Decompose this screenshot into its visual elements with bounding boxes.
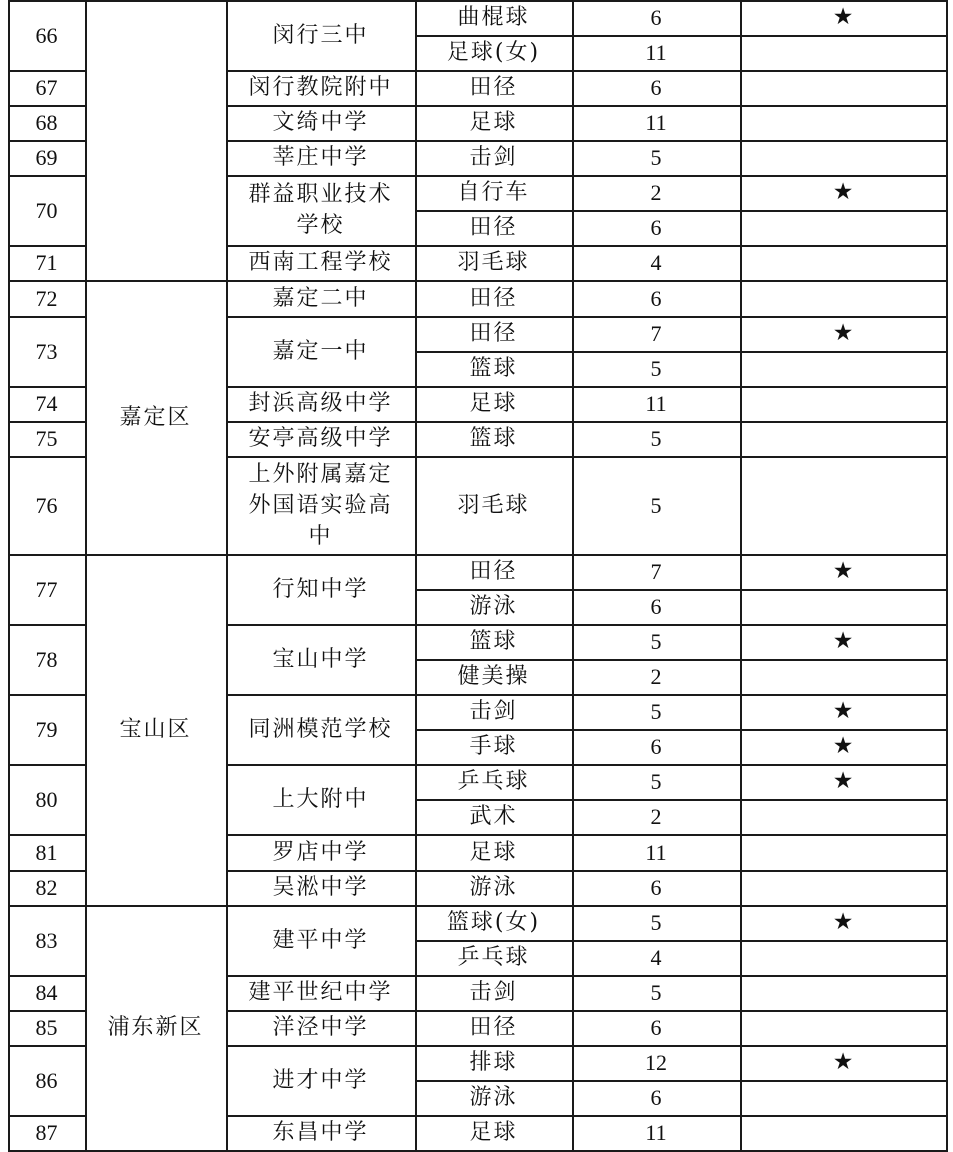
row-rule [226, 105, 946, 107]
sport-name: 武术 [469, 804, 518, 829]
row-rule [8, 421, 85, 423]
row-number: 80 [35, 786, 58, 812]
empty-mark-cell [740, 940, 946, 975]
row-rule [226, 764, 946, 766]
team-count: 6 [650, 215, 662, 240]
row-rule [8, 245, 85, 247]
school-name: 宝山中学 [272, 646, 369, 672]
empty-mark-cell [740, 421, 946, 456]
sport-name: 篮球 [469, 356, 518, 381]
empty-mark-cell [740, 589, 946, 624]
sport-name: 田径 [469, 1015, 518, 1040]
empty-mark-cell [740, 35, 946, 70]
table-bottom-rule [8, 1150, 948, 1152]
school-name: 群益职业技术学校 [248, 182, 393, 238]
school-name: 同洲模范学校 [248, 716, 393, 742]
school-name: 嘉定一中 [272, 338, 369, 364]
row-rule [8, 554, 85, 556]
row-rule [8, 870, 85, 872]
row-number: 78 [35, 646, 58, 672]
team-count: 2 [650, 664, 662, 689]
team-count: 6 [650, 1085, 662, 1110]
team-count: 5 [650, 426, 662, 451]
school-name: 嘉定二中 [272, 285, 369, 311]
empty-mark-cell [740, 1010, 946, 1045]
sub-row-rule [415, 659, 946, 661]
row-number: 68 [35, 110, 58, 135]
team-count: 5 [650, 769, 662, 794]
row-rule [8, 834, 85, 836]
sub-row-rule [415, 940, 946, 942]
empty-mark-cell [740, 456, 946, 554]
empty-mark-cell [740, 870, 946, 905]
team-count: 4 [650, 945, 662, 970]
row-number: 73 [35, 338, 58, 364]
team-count: 12 [645, 1050, 667, 1075]
sport-name: 击剑 [469, 980, 518, 1005]
sport-name: 击剑 [469, 145, 518, 170]
row-rule [8, 764, 85, 766]
row-rule [226, 870, 946, 872]
school-name: 莘庄中学 [272, 145, 369, 170]
sport-name: 羽毛球 [457, 492, 530, 518]
row-rule [8, 624, 85, 626]
row-number: 75 [35, 426, 58, 451]
team-count: 5 [650, 980, 662, 1005]
school-name: 罗店中学 [272, 839, 369, 865]
empty-mark-cell [740, 280, 946, 316]
sport-name: 游泳 [469, 875, 518, 900]
row-rule [8, 140, 85, 142]
star-mark: ★ [832, 698, 854, 724]
star-mark: ★ [832, 4, 854, 30]
team-count: 5 [650, 699, 662, 724]
sub-row-rule [415, 35, 946, 37]
team-count: 4 [650, 250, 662, 275]
sport-name: 篮球 [469, 426, 518, 451]
row-rule [8, 386, 85, 388]
sub-row-rule [415, 210, 946, 212]
row-rule [226, 1010, 946, 1012]
school-name: 洋泾中学 [272, 1015, 369, 1040]
row-number: 67 [35, 75, 58, 100]
empty-mark-cell [740, 386, 946, 421]
row-rule [8, 175, 85, 177]
district-name: 宝山区 [119, 717, 192, 742]
row-number: 84 [35, 980, 58, 1005]
sport-name: 游泳 [469, 1085, 518, 1110]
row-number: 87 [35, 1120, 58, 1145]
sport-name: 乒乓球 [457, 769, 530, 794]
empty-mark-cell [740, 70, 946, 105]
row-rule [8, 316, 85, 318]
empty-mark-cell [740, 210, 946, 245]
star-mark: ★ [832, 909, 854, 935]
school-name: 安亭高级中学 [248, 426, 393, 451]
row-rule [226, 0, 946, 2]
table-vertical-rule [946, 0, 948, 1151]
team-count: 6 [650, 5, 662, 30]
row-rule [226, 316, 946, 318]
school-name: 上大附中 [272, 786, 369, 812]
sport-name: 篮球 [469, 629, 518, 654]
team-count: 6 [650, 1015, 662, 1040]
team-count: 5 [650, 492, 662, 518]
team-count: 5 [650, 145, 662, 170]
row-rule [226, 140, 946, 142]
sport-name: 手球 [469, 734, 518, 759]
star-mark: ★ [832, 768, 854, 794]
empty-mark-cell [740, 1115, 946, 1150]
row-number: 71 [35, 250, 58, 275]
district-name: 嘉定区 [119, 404, 192, 430]
row-rule [8, 70, 85, 72]
school-name: 吴淞中学 [272, 875, 369, 900]
row-rule [226, 624, 946, 626]
empty-mark-cell [740, 834, 946, 870]
team-count: 6 [650, 75, 662, 100]
sport-name: 健美操 [457, 664, 530, 689]
team-count: 11 [645, 40, 667, 65]
team-count: 11 [645, 391, 667, 416]
school-name: 行知中学 [272, 576, 369, 602]
school-name: 进才中学 [272, 1067, 369, 1093]
sport-name: 足球 [469, 391, 518, 416]
sport-name: 田径 [469, 321, 518, 346]
sport-name: 田径 [469, 285, 518, 311]
row-rule [226, 905, 946, 907]
district-name: 浦东新区 [107, 1015, 204, 1040]
star-mark: ★ [832, 1049, 854, 1075]
star-mark: ★ [832, 179, 854, 205]
row-number: 76 [35, 492, 58, 518]
row-rule [8, 0, 85, 2]
sport-name: 足球 [469, 1120, 518, 1145]
school-name: 闵行教院附中 [248, 75, 393, 100]
empty-mark-cell [740, 140, 946, 175]
row-number: 66 [35, 22, 58, 48]
sport-name: 羽毛球 [457, 250, 530, 275]
row-rule [226, 694, 946, 696]
row-number: 83 [35, 927, 58, 953]
sport-name: 击剑 [469, 699, 518, 724]
row-number: 81 [35, 839, 58, 865]
row-number: 86 [35, 1067, 58, 1093]
sport-name: 田径 [469, 215, 518, 240]
sport-name: 乒乓球 [457, 945, 530, 970]
star-mark: ★ [832, 628, 854, 654]
empty-mark-cell [740, 1080, 946, 1115]
team-count: 5 [650, 629, 662, 654]
row-rule [8, 975, 85, 977]
team-count: 11 [645, 1120, 667, 1145]
row-number: 69 [35, 145, 58, 170]
school-name: 建平中学 [272, 927, 369, 953]
row-rule [8, 280, 85, 282]
school-name: 封浜高级中学 [248, 391, 393, 416]
row-rule [8, 694, 85, 696]
row-rule [226, 245, 946, 247]
school-name: 闵行三中 [272, 22, 369, 48]
row-number: 70 [35, 197, 58, 223]
row-number: 77 [35, 576, 58, 602]
team-count: 5 [650, 910, 662, 935]
row-rule [8, 1115, 85, 1117]
team-count: 2 [650, 180, 662, 205]
sport-name: 田径 [469, 559, 518, 584]
row-rule [226, 554, 946, 556]
school-name: 建平世纪中学 [248, 980, 393, 1005]
sub-row-rule [415, 729, 946, 731]
team-count: 2 [650, 804, 662, 829]
sport-name: 游泳 [469, 594, 518, 619]
team-count: 6 [650, 875, 662, 900]
row-rule [226, 975, 946, 977]
row-rule [8, 1045, 85, 1047]
row-rule [8, 1010, 85, 1012]
empty-mark-cell [740, 975, 946, 1010]
sub-row-rule [415, 799, 946, 801]
row-rule [226, 456, 946, 458]
row-rule [226, 70, 946, 72]
team-count: 7 [650, 321, 662, 346]
row-rule [226, 834, 946, 836]
sport-name: 足球 [469, 839, 518, 865]
star-mark: ★ [832, 320, 854, 346]
sport-name: 足球 [469, 110, 518, 135]
empty-mark-cell [740, 105, 946, 140]
team-count: 5 [650, 356, 662, 381]
school-name: 东昌中学 [272, 1120, 369, 1145]
sub-row-rule [415, 589, 946, 591]
sport-name: 自行车 [457, 180, 530, 205]
sub-row-rule [415, 1080, 946, 1082]
row-rule [226, 1115, 946, 1117]
empty-mark-cell [740, 351, 946, 386]
row-rule [8, 456, 85, 458]
row-rule [226, 175, 946, 177]
row-rule [226, 386, 946, 388]
team-count: 7 [650, 559, 662, 584]
team-count: 11 [645, 839, 667, 865]
row-number: 79 [35, 716, 58, 742]
sport-name: 曲棍球 [457, 5, 530, 30]
empty-mark-cell [740, 799, 946, 834]
district-name [85, 0, 226, 280]
row-rule [226, 421, 946, 423]
school-name: 西南工程学校 [248, 250, 393, 275]
sport-name: 篮球(女) [446, 910, 541, 935]
star-mark: ★ [832, 558, 854, 584]
school-name: 文绮中学 [272, 110, 369, 135]
empty-mark-cell [740, 659, 946, 694]
sport-name: 排球 [469, 1050, 518, 1075]
empty-mark-cell [740, 245, 946, 280]
team-count: 11 [645, 110, 667, 135]
row-number: 85 [35, 1015, 58, 1040]
row-rule [226, 1045, 946, 1047]
sport-name: 田径 [469, 75, 518, 100]
team-count: 6 [650, 285, 662, 311]
sport-name: 足球(女) [446, 40, 541, 65]
team-count: 6 [650, 734, 662, 759]
star-mark: ★ [832, 733, 854, 759]
row-number: 82 [35, 875, 58, 900]
team-count: 6 [650, 594, 662, 619]
row-number: 74 [35, 391, 58, 416]
row-rule [8, 905, 85, 907]
row-rule [8, 105, 85, 107]
school-name: 上外附属嘉定外国语实验高中 [248, 461, 393, 549]
sub-row-rule [415, 351, 946, 353]
row-rule [226, 280, 946, 282]
row-number: 72 [35, 285, 58, 311]
